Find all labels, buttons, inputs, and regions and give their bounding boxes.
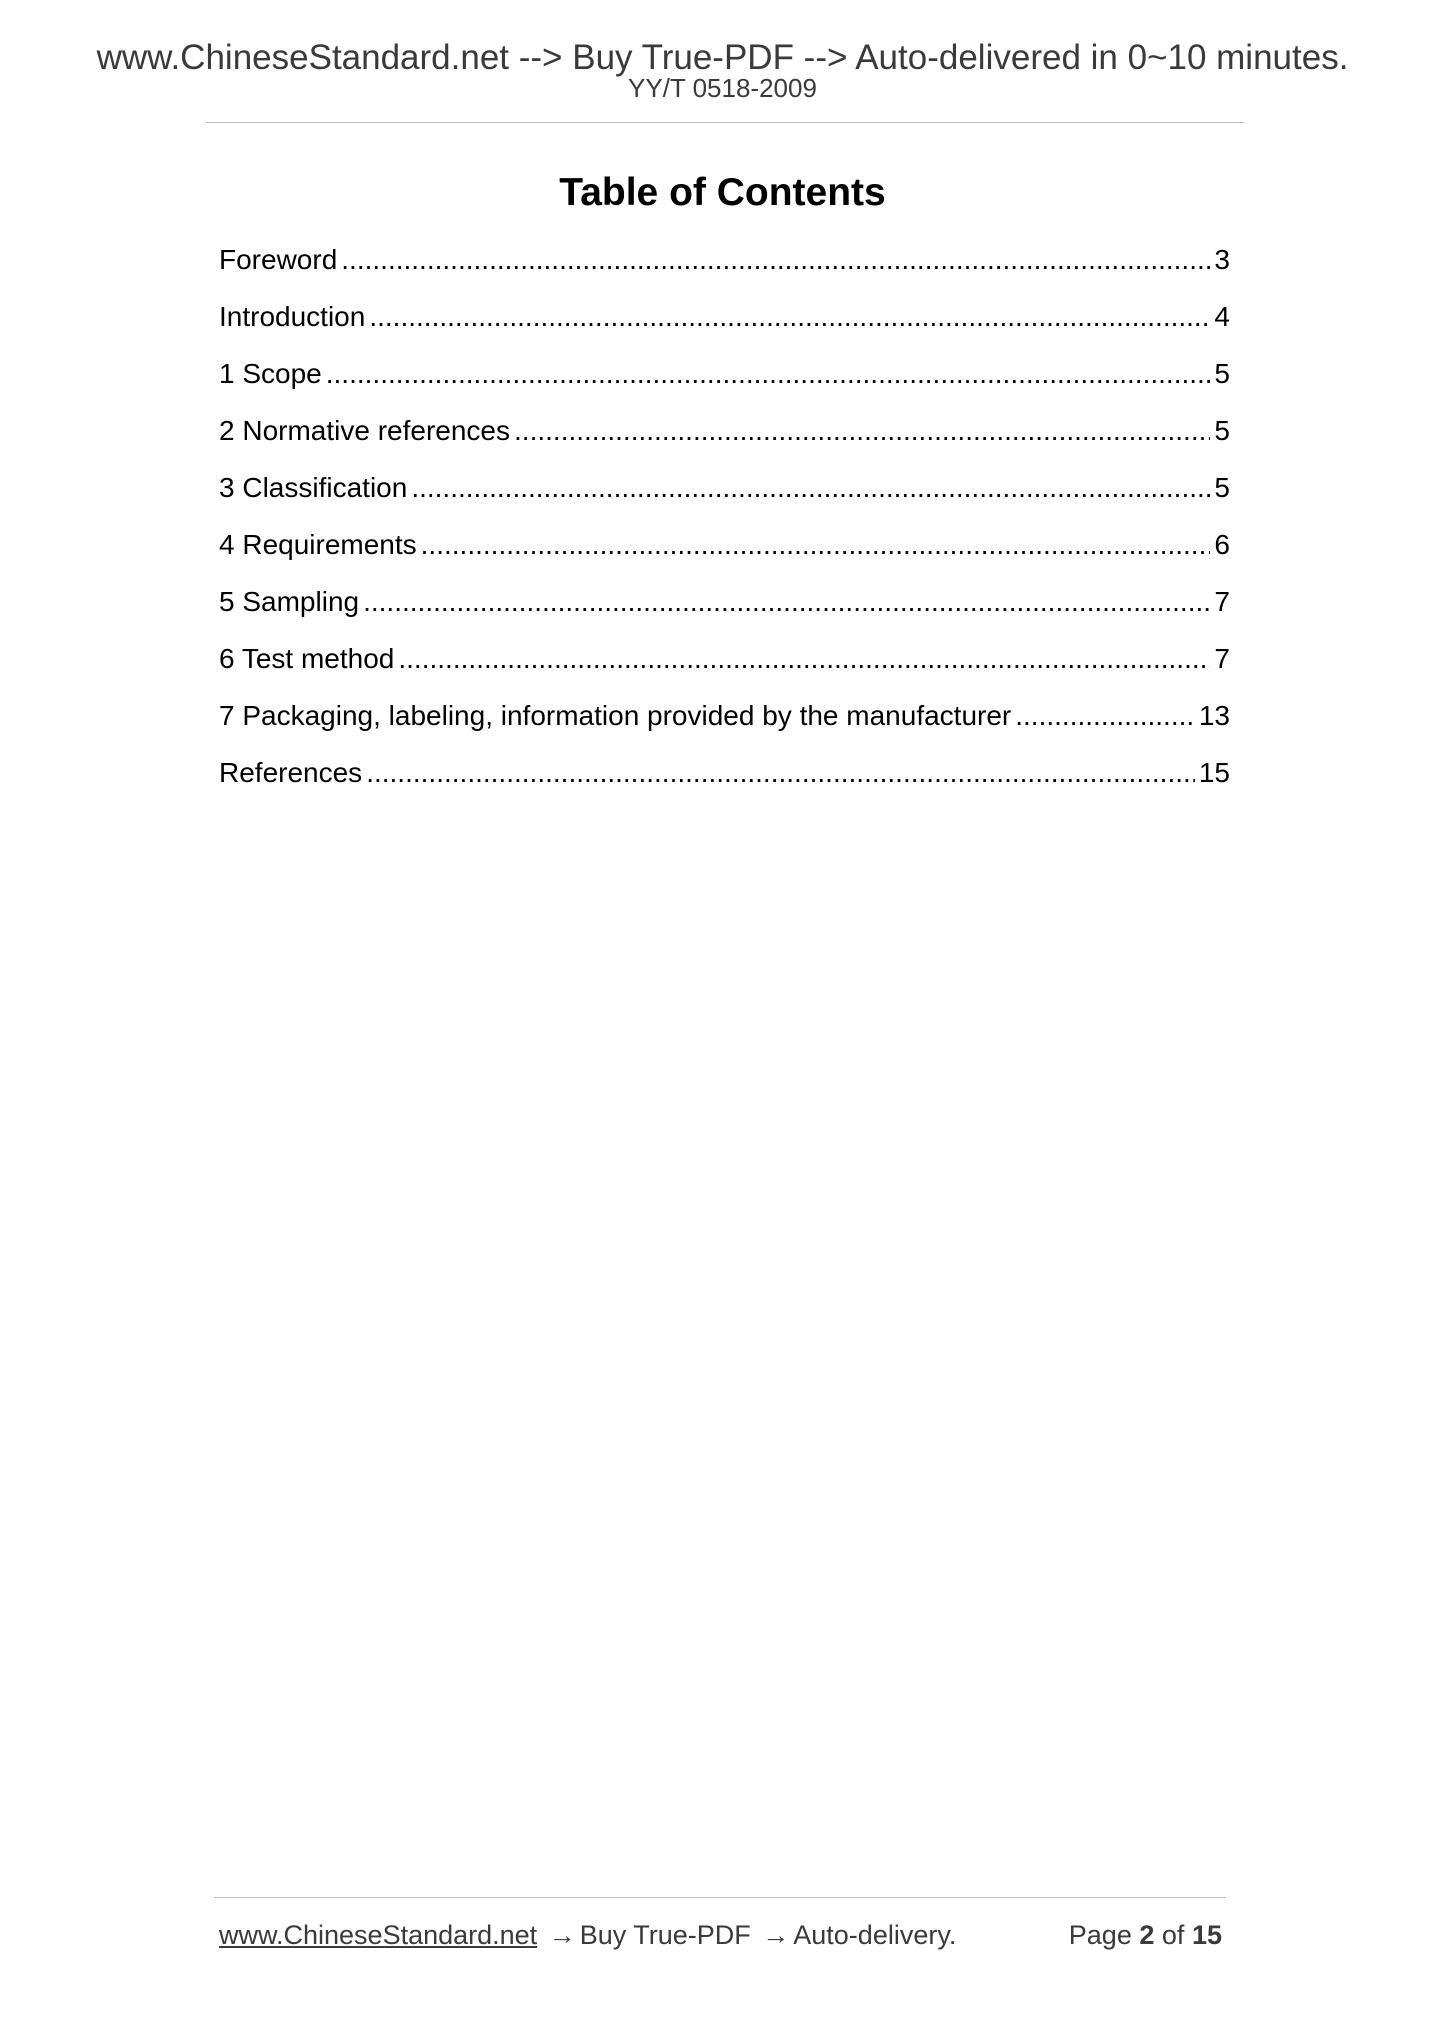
toc-entry-label: 5 Sampling bbox=[219, 586, 360, 617]
header-divider bbox=[206, 122, 1244, 123]
page-indicator bbox=[1069, 1918, 1222, 1952]
toc-dot-leader bbox=[341, 240, 1210, 280]
toc-entry-foreword[interactable] bbox=[219, 240, 1230, 297]
toc-entry-page: 7 bbox=[1214, 643, 1230, 674]
toc-dot-leader bbox=[411, 468, 1210, 508]
current-page-number: 2 bbox=[1139, 1920, 1155, 1950]
toc-dot-leader bbox=[1015, 696, 1195, 736]
footer-buy-text: Buy True-PDF bbox=[579, 1920, 751, 1950]
page-of-word: of bbox=[1161, 1920, 1185, 1950]
page-title: Table of Contents bbox=[559, 171, 886, 214]
top-banner: www.ChineseStandard.net --> Buy True-PDF --> Auto-delivered in 0~10 minutes. bbox=[96, 38, 1349, 77]
footer-delivery-text: Auto-delivery. bbox=[793, 1920, 957, 1950]
toc-entry-scope[interactable] bbox=[219, 354, 1230, 411]
toc-entry-test-method[interactable] bbox=[219, 639, 1230, 696]
footer-site-link[interactable]: www.ChineseStandard.net bbox=[219, 1920, 538, 1950]
toc-entry-label: 3 Classification bbox=[219, 472, 408, 503]
toc-entry-label: 4 Requirements bbox=[219, 529, 417, 560]
toc-dot-leader bbox=[398, 639, 1210, 679]
total-page-count: 15 bbox=[1191, 1920, 1222, 1950]
toc-entry-page: 5 bbox=[1214, 415, 1230, 446]
toc-entry-page: 13 bbox=[1198, 700, 1230, 731]
toc-entry-page: 4 bbox=[1214, 301, 1230, 332]
right-arrow-icon: → bbox=[762, 1920, 790, 1950]
toc-entry-label: Introduction bbox=[219, 301, 366, 332]
toc-entry-page: 5 bbox=[1214, 472, 1230, 503]
toc-entry-label: 1 Scope bbox=[219, 358, 322, 389]
toc-entry-page: 15 bbox=[1198, 757, 1230, 788]
toc-entry-page: 3 bbox=[1214, 244, 1230, 275]
toc-entry-label: Foreword bbox=[219, 244, 338, 275]
page-footer bbox=[219, 1918, 1222, 1952]
toc-entry-packaging[interactable] bbox=[219, 696, 1230, 753]
footer-divider bbox=[214, 1897, 1226, 1898]
toc-entry-page: 7 bbox=[1214, 586, 1230, 617]
toc-entry-normative-references[interactable] bbox=[219, 411, 1230, 468]
toc-entry-classification[interactable] bbox=[219, 468, 1230, 525]
toc-entry-label: References bbox=[219, 757, 363, 788]
toc-dot-leader bbox=[326, 354, 1211, 394]
toc-entry-references[interactable] bbox=[219, 753, 1230, 810]
right-arrow-icon: → bbox=[548, 1920, 576, 1950]
toc-entry-sampling[interactable] bbox=[219, 582, 1230, 639]
toc-dot-leader bbox=[366, 753, 1195, 793]
toc-entry-requirements[interactable] bbox=[219, 525, 1230, 582]
page-word: Page bbox=[1068, 1920, 1132, 1950]
toc-entry-label: 2 Normative references bbox=[219, 415, 511, 446]
table-of-contents bbox=[219, 240, 1230, 810]
toc-entry-label: 6 Test method bbox=[219, 643, 395, 674]
toc-dot-leader bbox=[514, 411, 1210, 451]
toc-entry-label: 7 Packaging, labeling, information provided by the manufacturer bbox=[219, 700, 1012, 731]
toc-dot-leader bbox=[363, 582, 1210, 622]
toc-entry-introduction[interactable] bbox=[219, 297, 1230, 354]
toc-entry-page: 5 bbox=[1214, 358, 1230, 389]
toc-dot-leader bbox=[421, 525, 1211, 565]
toc-dot-leader bbox=[369, 297, 1210, 337]
toc-entry-page: 6 bbox=[1214, 529, 1230, 560]
document-code: YY/T 0518-2009 bbox=[628, 73, 817, 103]
